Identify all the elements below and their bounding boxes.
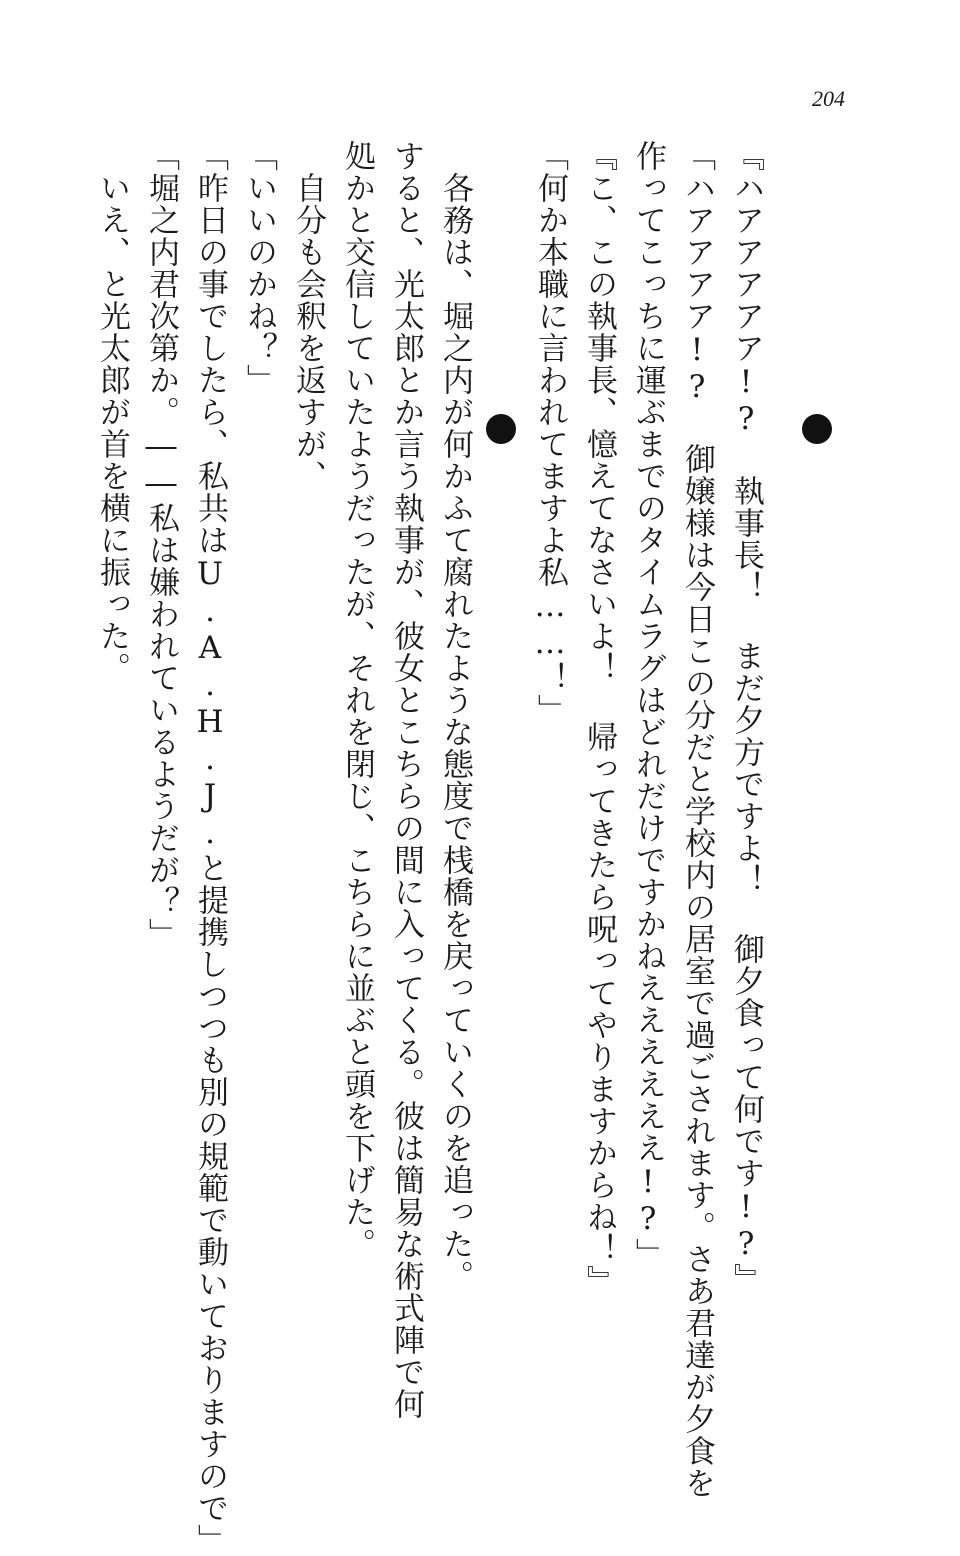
text-line-13: いえ、と光太郎が首を横に振った。 <box>94 172 130 684</box>
text-line-2: 「ハアアアア!? 御嬢様は今日この分だと学校内の居室で過ごされます。さあ君達が夕食を <box>679 140 715 1499</box>
scene-break-dot-right <box>802 414 832 444</box>
text-line-10: 「いいのかね？」 <box>241 140 277 396</box>
page-number: 204 <box>812 86 845 111</box>
text-line-1: 『ハアアアアア!? 執事長！ まだ夕方ですよ！ 御夕食って何です!?』 <box>728 140 764 1295</box>
text-line-12: 「堀之内君次第か。――私は嫌われているようだが？」 <box>143 140 179 950</box>
vertical-text-body <box>87 140 770 1556</box>
text-line-3: 作ってこっちに運ぶまでのタイムラグはどれだけですかねええええええ!?」 <box>630 140 666 1270</box>
text-line-6: 各務は、堀之内が何かふて腐れたような態度で桟橋を戻っていくのを追った。 <box>437 172 473 1292</box>
text-line-8: 処かと交信していたようだったが、それを閉じ、こちらに並ぶと頭を下げた。 <box>339 140 375 1260</box>
text-line-7: すると、光太郎とか言う執事が、彼女とこちらの間に入ってくる。彼は簡易な術式陣で何 <box>388 140 424 1420</box>
text-line-5: 「何か本職に言われてますよ私……！」 <box>532 140 568 726</box>
text-line-9: 自分も会釈を返すが、 <box>290 172 326 492</box>
text-line-11: 「昨日の事でしたら、私共はU.A.H.J.と提携しつつも別の規範で動いておりますので」 <box>192 140 228 1556</box>
text-line-4: 『こ、この執事長、憶えてなさいよ！ 帰ってきたら呪ってやりますからね！』 <box>581 140 617 1297</box>
